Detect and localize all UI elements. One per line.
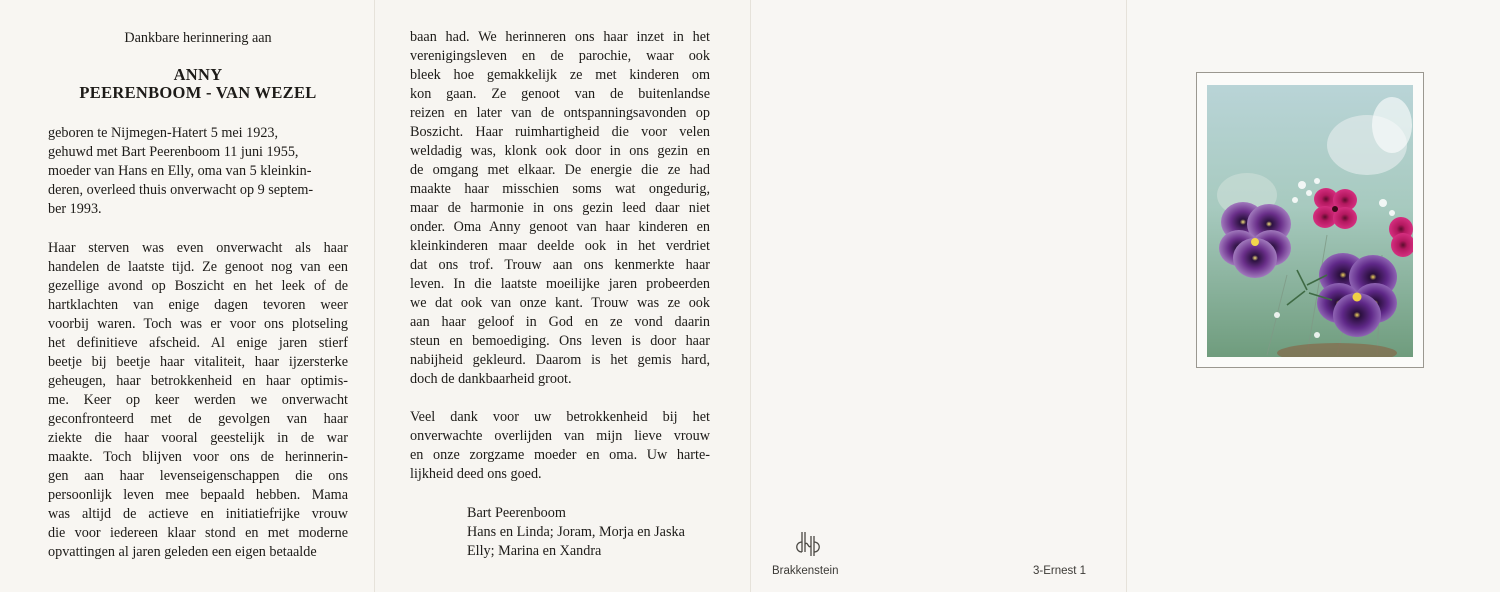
text-line: lijkheid deed ons goed.: [410, 466, 542, 482]
deceased-first-name: ANNY: [173, 65, 223, 84]
text-line: onder. Oma Anny genoot van haar kinderen en: [410, 219, 710, 235]
text-line: voorbij waren. Toch was er voor ons plotseling: [48, 316, 348, 332]
text-line: ziekte die haar vooral geestelijk in de war: [48, 430, 348, 446]
text-line: moeder van Hans en Elly, oma van 5 kleinkin-: [48, 163, 312, 179]
text-line: deren, overleed thuis onverwacht op 9 septem-: [48, 182, 314, 198]
signature-line: Hans en Linda; Joram, Morja en Jaska: [467, 524, 685, 540]
text-line: baan had. We herinneren ons haar inzet in het: [410, 29, 710, 45]
text-line: geconfronteerd met de gevolgen van haar: [48, 411, 348, 427]
text-line: geheugen, haar betrokkenheid en haar optimis-: [48, 373, 348, 389]
text-line: hartklachten van enige dagen tevoren weer: [48, 297, 348, 313]
text-line: dat ons trof. Trouw aan ons kenmerkte haar: [410, 257, 710, 273]
text-line: handelen de laatste tijd. Ze genoot nog van een: [48, 259, 348, 275]
text-line: reizen en later van de ontspanningsavonden op: [410, 105, 710, 121]
text-line: beetje bij beetje haar vitaliteit, haar ijzersterke: [48, 354, 348, 370]
photo-frame: [1196, 72, 1424, 368]
text-line: verenigingsleven en de parochie, waar ook: [410, 48, 710, 64]
text-line: maakte. Toch blijven voor ons de herinnerin-: [48, 449, 348, 465]
signature-line: Bart Peerenboom: [467, 505, 566, 521]
text-line: en onze zorgzame moeder en oma. Uw harte-: [410, 447, 710, 463]
text-line: kon gaan. Ze genoot van de buitenlandse: [410, 86, 710, 102]
fold-line: [750, 0, 751, 592]
text-line: het definitieve afscheid. Al enige jaren stierf: [48, 335, 348, 351]
text-line: was altijd de actieve en initiatiefrijke vrouw: [48, 506, 348, 522]
text-line: leven. In die laatste moeilijke jaren probeerden: [410, 276, 710, 292]
text-line: me. Keer op keer werden we onverwacht: [48, 392, 348, 408]
text-line: doch de dankbaarheid groot.: [410, 371, 572, 387]
text-line: kleinkinderen maar deelde ook in het verdriet: [410, 238, 710, 254]
card-panel-back: [750, 0, 1126, 592]
text-line: opvattingen al jaren geleden een eigen betaalde: [48, 544, 317, 560]
text-line: nabijheid gekleurd. Daarom is het gemis hard,: [410, 352, 710, 368]
text-line: persoonlijk leven mee bepaald hebben. Mama: [48, 487, 348, 503]
text-line: aan haar geloof in God en ze vond daarin: [410, 314, 710, 330]
text-line: Boszicht. Haar ruimhartigheid die voor velen: [410, 124, 710, 140]
text-line: maar de harmonie in ons gezin leed daar niet: [410, 200, 710, 216]
text-line: gen aan haar levenseigenschappen die ons: [48, 468, 348, 484]
fold-line: [374, 0, 375, 592]
text-line: geboren te Nijmegen-Hatert 5 mei 1923,: [48, 125, 279, 141]
card-heading: Dankbare herinnering aan: [124, 30, 272, 46]
text-line: Haar sterven was even onverwacht als haar: [48, 240, 348, 256]
brakkenstein-logo-icon: [793, 528, 823, 558]
text-line: die voor iedereen klaar stond en met moderne: [48, 525, 348, 541]
signature-line: Elly; Marina en Xandra: [467, 543, 602, 559]
publisher-name: Brakkenstein: [772, 565, 839, 577]
pansy-flowers-photo: [1207, 85, 1413, 357]
text-line: steun en bemoediging. Ons leven is door haar: [410, 333, 710, 349]
fold-line: [1126, 0, 1127, 592]
text-line: we dat ook van onze kant. Trouw was ze ook: [410, 295, 710, 311]
text-line: gezellige avond op Boszicht en het leek of de: [48, 278, 348, 294]
text-line: onverwachte overlijden van mijn lieve vrouw: [410, 428, 710, 444]
text-line: Veel dank voor uw betrokkenheid bij het: [410, 409, 710, 425]
text-line: de omgang met elkaar. De energie die ze had: [410, 162, 710, 178]
text-line: ber 1993.: [48, 201, 102, 217]
text-line: bleek hoe gemakkelijk ze met kinderen om: [410, 67, 710, 83]
deceased-full-name: PEERENBOOM - VAN WEZEL: [79, 83, 317, 102]
text-line: gehuwd met Bart Peerenboom 11 juni 1955,: [48, 144, 299, 160]
text-line: maakte haar misschien soms wat ongedurig,: [410, 181, 710, 197]
card-code: 3-Ernest 1: [1033, 565, 1087, 577]
text-line: weldadig was, klonk ook door in ons gezin en: [410, 143, 710, 159]
